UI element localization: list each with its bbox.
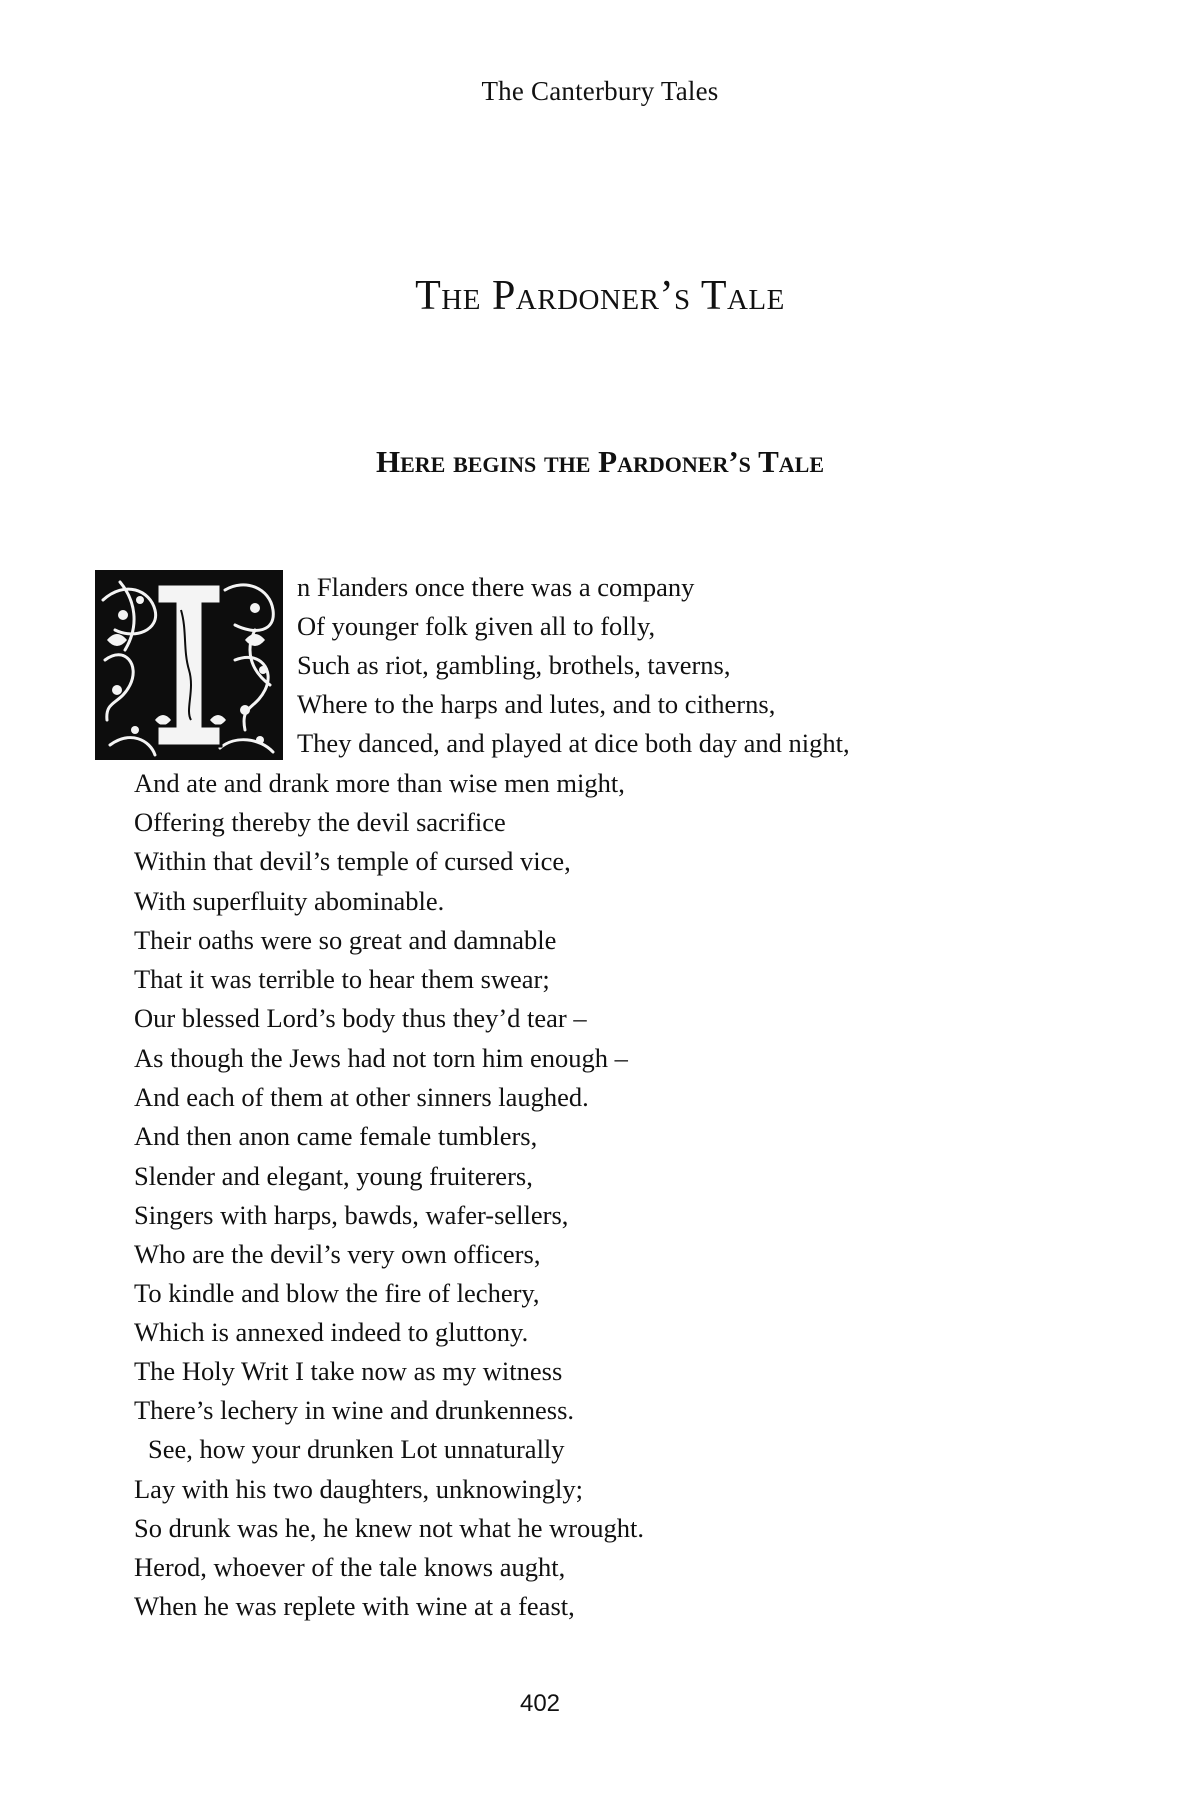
verse-line: And ate and drank more than wise men might,: [134, 768, 625, 798]
verse-line: To kindle and blow the fire of lechery,: [134, 1278, 540, 1308]
verse-line: The Holy Writ I take now as my witness: [134, 1356, 563, 1386]
verse-line: Such as riot, gambling, brothels, taverns,: [297, 650, 731, 680]
verse-line: Singers with harps, bawds, wafer-sellers,: [134, 1200, 569, 1230]
verse-line: Lay with his two daughters, unknowingly;: [134, 1474, 583, 1504]
verse-line: They danced, and played at dice both day and night,: [297, 728, 850, 758]
verse-line: Herod, whoever of the tale knows aught,: [134, 1552, 566, 1582]
verse-line: With superfluity abominable.: [134, 886, 445, 916]
verse-line: Within that devil’s temple of cursed vice,: [134, 846, 571, 876]
ornamental-initial-i-icon: [95, 570, 283, 760]
page-title: The Pardoner’s Tale: [415, 273, 785, 319]
verse-line: See, how your drunken Lot unnaturally: [148, 1434, 565, 1464]
verse-line: When he was replete with wine at a feast,: [134, 1591, 575, 1621]
verse-line: And each of them at other sinners laughed.: [134, 1082, 589, 1112]
verse-line: And then anon came female tumblers,: [134, 1121, 538, 1151]
verse-line: Where to the harps and lutes, and to citherns,: [297, 689, 776, 719]
section-heading: Here begins the Pardoner’s Tale: [375, 444, 825, 479]
verse-line: Slender and elegant, young fruiterers,: [134, 1161, 533, 1191]
running-head: The Canterbury Tales: [481, 76, 719, 106]
verse-line: There’s lechery in wine and drunkenness.: [134, 1395, 575, 1425]
verse-line: n Flanders once there was a company: [297, 572, 695, 602]
verse-line: Which is annexed indeed to gluttony.: [134, 1317, 529, 1347]
verse-line: As though the Jews had not torn him enough –: [134, 1043, 628, 1073]
verse-line: So drunk was he, he knew not what he wrought.: [134, 1513, 645, 1543]
verse-line: That it was terrible to hear them swear;: [134, 964, 550, 994]
verse-line: Our blessed Lord’s body thus they’d tear –: [134, 1003, 587, 1033]
page-number: 402: [519, 1690, 561, 1717]
verse-line: Offering thereby the devil sacrifice: [134, 807, 506, 837]
verse-line: Their oaths were so great and damnable: [134, 925, 557, 955]
verse-line: Of younger folk given all to folly,: [297, 611, 656, 641]
verse-line: Who are the devil’s very own officers,: [134, 1239, 541, 1269]
